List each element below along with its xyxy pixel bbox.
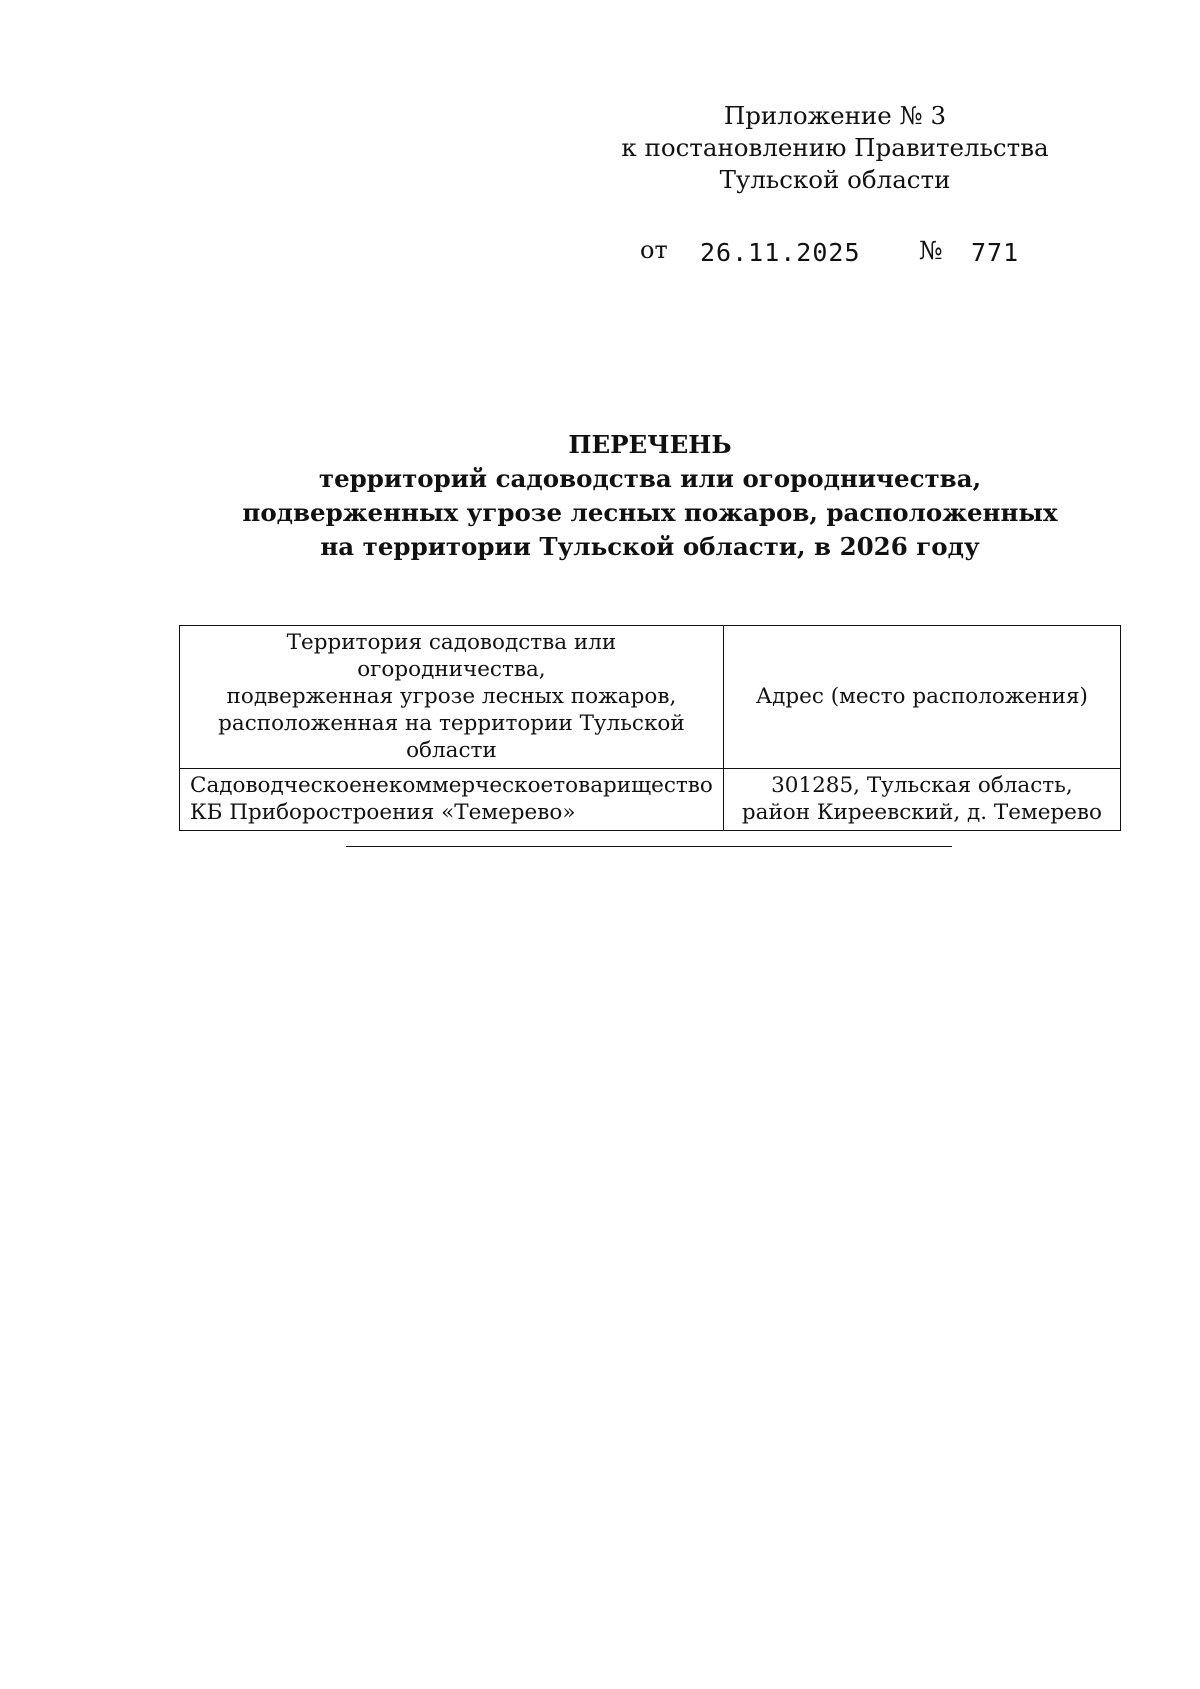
- territory-name-line-2: КБ Приборостроения «Темерево»: [190, 800, 576, 825]
- header-territory-line-2: подверженная угрозе лесных пожаров,: [226, 684, 677, 709]
- date-prefix: от: [640, 236, 668, 264]
- territory-address-line-1: 301285, Тульская область,: [771, 773, 1073, 798]
- territory-address: [723, 769, 1120, 831]
- header-territory: [180, 626, 724, 769]
- decree-reference: [640, 236, 1080, 270]
- appendix-header: [600, 100, 1070, 196]
- territory-name: [180, 769, 724, 831]
- header-territory-line-3: расположенная на территории Тульской области: [218, 711, 685, 763]
- table-row: [180, 769, 1121, 831]
- table-header-row: [180, 626, 1121, 769]
- territory-name-word-1: Садоводческое: [190, 773, 362, 798]
- header-territory-line-1: Территория садоводства или огородничества,: [286, 630, 617, 682]
- territories-table: [179, 625, 1121, 831]
- number-sign: №: [919, 236, 943, 265]
- territory-name-word-3: товарищество: [553, 773, 713, 798]
- decree-date: 26.11.2025: [700, 238, 861, 267]
- territory-name-word-2: некоммерческое: [361, 773, 554, 798]
- title-line-2: подверженных угрозе лесных пожаров, расположенных: [242, 498, 1058, 527]
- title-line-1: территорий садоводства или огородничества,: [318, 464, 982, 493]
- appendix-decree-line: к постановлению Правительства: [621, 133, 1049, 162]
- appendix-number: Приложение № 3: [723, 101, 947, 130]
- closing-rule: [346, 846, 952, 847]
- appendix-region-line: Тульской области: [719, 165, 951, 194]
- title-line-3: на территории Тульской области, в 2026 году: [320, 532, 980, 561]
- decree-number: 771: [971, 238, 1020, 267]
- territory-name-line-1: [190, 772, 713, 799]
- title-heading: ПЕРЕЧЕНЬ: [568, 430, 732, 459]
- document-title: [160, 428, 1140, 564]
- header-address: Адрес (место расположения): [723, 626, 1120, 769]
- territory-address-line-2: район Киреевский, д. Темерево: [741, 800, 1102, 825]
